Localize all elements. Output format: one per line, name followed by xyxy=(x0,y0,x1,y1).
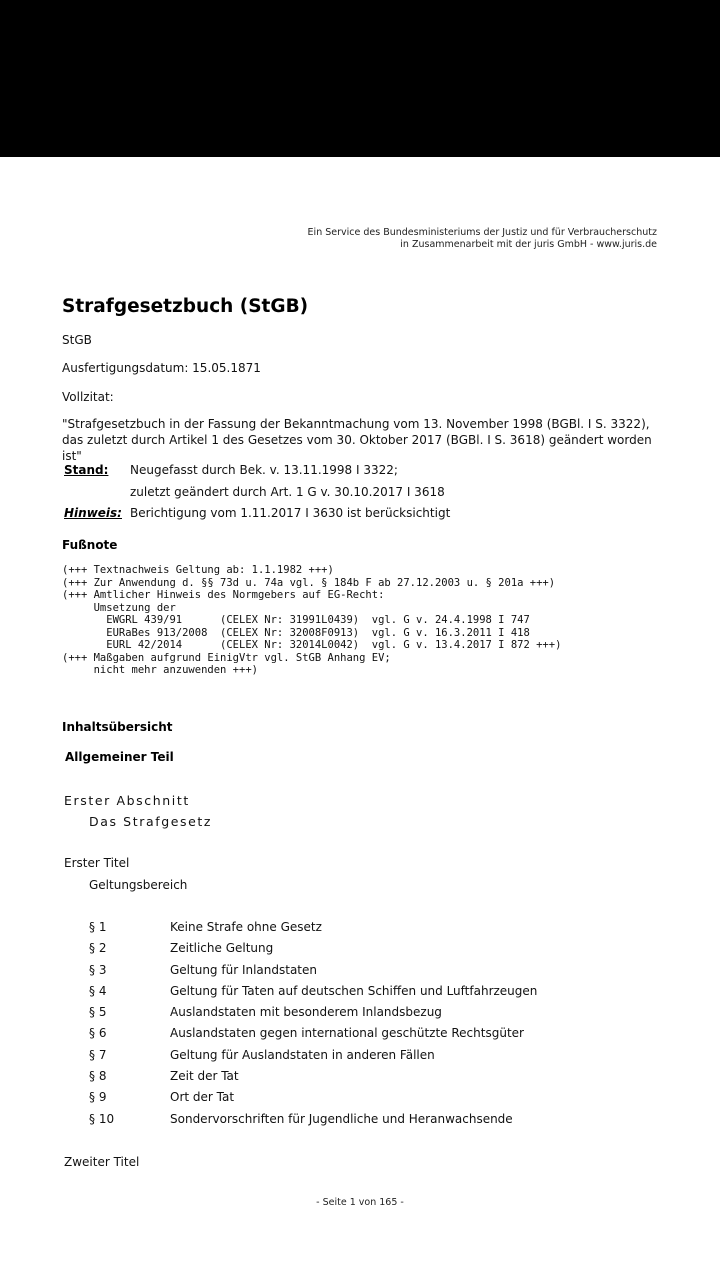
toc-paragraph-title: Geltung für Auslandstaten in anderen Fällen xyxy=(170,1048,435,1062)
toc-paragraph-title: Auslandstaten mit besonderem Inlandsbezug xyxy=(170,1005,442,1019)
toc-paragraph-title: Ort der Tat xyxy=(170,1090,235,1104)
titel-1-heading: Erster Titel xyxy=(64,856,130,870)
stand-line-1: Neugefasst durch Bek. v. 13.11.1998 I 3322; xyxy=(130,463,398,477)
toc-paragraph-title: Sondervorschriften für Jugendliche und Heranwachsende xyxy=(170,1112,513,1126)
titel-2-heading: Zweiter Titel xyxy=(64,1155,140,1169)
toc-row[interactable] xyxy=(0,920,720,936)
toc-paragraph-number: § 7 xyxy=(89,1048,107,1062)
document-page[interactable] xyxy=(0,157,720,1280)
abbreviation: StGB xyxy=(62,333,92,347)
toc-paragraph-number: § 4 xyxy=(89,984,107,998)
toc-paragraph-number: § 2 xyxy=(89,941,107,955)
toc-paragraph-title: Zeit der Tat xyxy=(170,1069,239,1083)
document-title: Strafgesetzbuch (StGB) xyxy=(62,296,309,317)
toc-row[interactable] xyxy=(0,1026,720,1042)
vollzitat-label: Vollzitat: xyxy=(62,390,114,404)
toc-paragraph-number: § 6 xyxy=(89,1026,107,1040)
service-line-1: Ein Service des Bundesministeriums der Justiz und für Verbraucherschutz xyxy=(307,227,657,238)
toc-paragraph-number: § 3 xyxy=(89,963,107,977)
page-number-footer: - Seite 1 von 165 - xyxy=(316,1197,404,1208)
toc-paragraph-title: Geltung für Inlandstaten xyxy=(170,963,317,977)
toc-row[interactable] xyxy=(0,1069,720,1085)
toc-paragraph-title: Zeitliche Geltung xyxy=(170,941,274,955)
toc-paragraph-title: Auslandstaten gegen international geschützte Rechtsgüter xyxy=(170,1026,524,1040)
toc-paragraph-title: Keine Strafe ohne Gesetz xyxy=(170,920,322,934)
toc-row[interactable] xyxy=(0,1090,720,1106)
toc-paragraph-number: § 9 xyxy=(89,1090,107,1104)
toc-row[interactable] xyxy=(0,984,720,1000)
ausfertigungsdatum: Ausfertigungsdatum: 15.05.1871 xyxy=(62,361,261,375)
abschnitt-title: Das Strafgesetz xyxy=(89,814,213,829)
teil-heading: Allgemeiner Teil xyxy=(65,750,174,764)
abschnitt-heading: Erster Abschnitt xyxy=(64,793,190,808)
toc-paragraph-number: § 1 xyxy=(89,920,107,934)
vollzitat-text: "Strafgesetzbuch in der Fassung der Bekanntmachung vom 13. November 1998 (BGBl. I S. 3322), das zuletzt durch Artikel 1 des Gesetzes vom 30. Oktober 2017 (BGBl. I S. 3618) geändert worden ist" xyxy=(62,417,652,463)
toc-paragraph-number: § 5 xyxy=(89,1005,107,1019)
hinweis-label: Hinweis: xyxy=(64,506,122,520)
toc-row[interactable] xyxy=(0,1005,720,1021)
toc-row[interactable] xyxy=(0,1112,720,1128)
toc-paragraph-number: § 10 xyxy=(89,1112,115,1126)
inhaltsuebersicht-heading: Inhaltsübersicht xyxy=(62,720,173,734)
toc-row[interactable] xyxy=(0,963,720,979)
toc-paragraph-title: Geltung für Taten auf deutschen Schiffen und Luftfahrzeugen xyxy=(170,984,538,998)
stand-line-2: zuletzt geändert durch Art. 1 G v. 30.10.2017 I 3618 xyxy=(130,485,445,499)
toc-row[interactable] xyxy=(0,1048,720,1064)
service-notice xyxy=(308,227,657,251)
hinweis-text: Berichtigung vom 1.11.2017 I 3630 ist berücksichtigt xyxy=(130,506,451,520)
fussnote-text: (+++ Textnachweis Geltung ab: 1.1.1982 +++) (+++ Zur Anwendung d. §§ 73d u. 74a vgl. § 184b F ab 27.12.2003 u. § 201a +++) (+++ Amtlicher Hinweis des Normgebers auf EG-Recht: Umsetzung der EWGRL 439/91 (CELEX Nr: 31991L0439) vgl. G v. 24.4.1998 I 747 EURaBes 913/2008 (CELEX Nr: 32008F0913) vgl. G v. 16.3.2011 I 418 EURL 42/2014 (CELEX Nr: 32014L0042) vgl. G v. 13.4.2017 I 872 +++) (+++ Maßgaben aufgrund EinigVtr vgl. StGB Anhang EV; nicht mehr anzuwenden +++) xyxy=(62,564,562,676)
stand-label: Stand: xyxy=(64,463,109,477)
toc-paragraph-number: § 8 xyxy=(89,1069,107,1083)
titel-1-name: Geltungsbereich xyxy=(89,878,188,892)
top-black-bar xyxy=(0,0,720,157)
fussnote-heading: Fußnote xyxy=(62,538,118,552)
toc-row[interactable] xyxy=(0,941,720,957)
service-line-2: in Zusammenarbeit mit der juris GmbH - www.juris.de xyxy=(400,239,657,250)
